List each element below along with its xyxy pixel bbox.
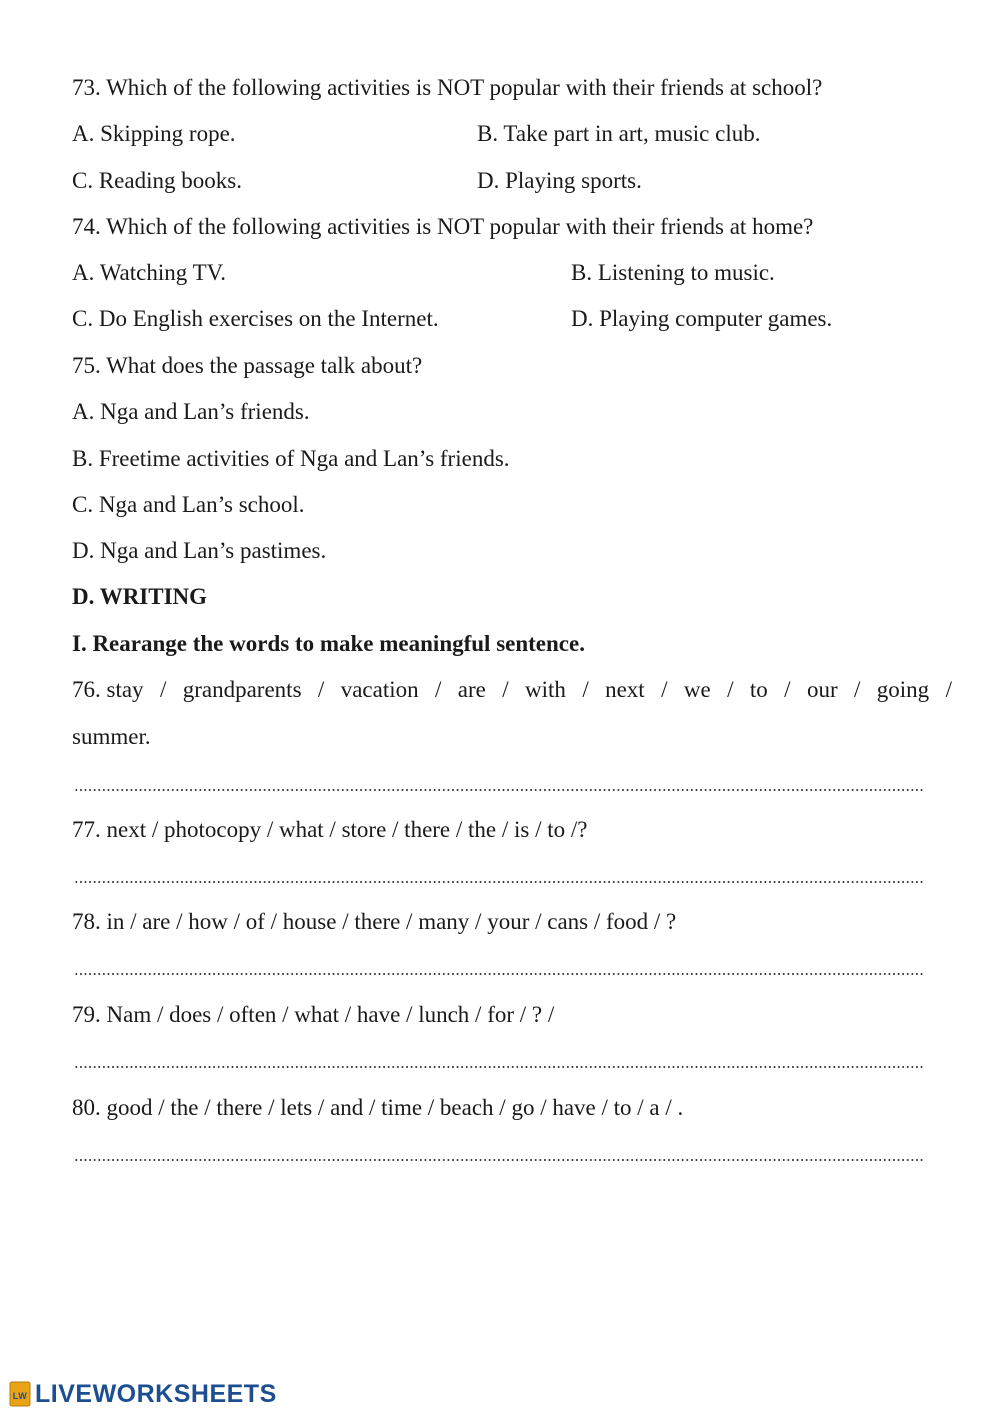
q76-token: /	[159, 677, 167, 702]
q76-prompt	[72, 676, 952, 704]
q76-token: /	[317, 677, 325, 702]
q76-token: /	[945, 677, 952, 702]
q78-answer-line[interactable]	[74, 972, 924, 976]
q75-question: 75. What does the passage talk about?	[72, 353, 423, 378]
q73-option-b: B. Take part in art, music club.	[477, 121, 761, 146]
q75-option-b: B. Freetime activities of Nga and Lan’s friends.	[72, 446, 510, 471]
q76-token: with	[525, 677, 566, 702]
logo-badge-icon	[8, 1381, 32, 1407]
logo-badge-text: LW	[12, 1391, 28, 1401]
q76-token: we	[683, 677, 711, 702]
q74-option-d: D. Playing computer games.	[571, 306, 833, 331]
instruction: I. Rearange the words to make meaningful sentence.	[72, 631, 585, 656]
q76-token: /	[435, 677, 442, 702]
q79-answer-line[interactable]	[74, 1065, 924, 1069]
q76-token: /	[661, 677, 668, 702]
q76-token: going	[876, 677, 930, 702]
section-heading: D. WRITING	[72, 584, 208, 609]
q76-token: /	[854, 677, 861, 702]
q74-question: 74. Which of the following activities is NOT popular with their friends at home?	[72, 214, 814, 239]
q74-option-c: C. Do English exercises on the Internet.	[72, 306, 439, 331]
q73-option-d: D. Playing sports.	[477, 168, 642, 193]
q76-token: /	[502, 677, 509, 702]
q76-token: our	[806, 677, 838, 702]
q75-option-c: C. Nga and Lan’s school.	[72, 492, 305, 517]
q80-prompt: 80. good / the / there / lets / and / time / beach / go / have / to / a / .	[72, 1095, 684, 1120]
logo-text: LIVEWORKSHEETS	[35, 1379, 277, 1408]
q75-option-d: D. Nga and Lan’s pastimes.	[72, 538, 327, 563]
q76-token: grandparents	[182, 677, 302, 702]
q76-token: vacation	[340, 677, 419, 702]
q76-answer-line[interactable]	[74, 788, 924, 792]
q73-option-a: A. Skipping rope.	[72, 121, 236, 146]
q77-answer-line[interactable]	[74, 880, 924, 884]
q76-token: to	[749, 677, 768, 702]
q75-option-a: A. Nga and Lan’s friends.	[72, 399, 310, 424]
q76-continuation: summer.	[72, 724, 151, 749]
q79-prompt: 79. Nam / does / often / what / have / lunch / for / ? /	[72, 1002, 555, 1027]
q76-token: next	[605, 677, 645, 702]
q80-answer-line[interactable]	[74, 1158, 924, 1162]
liveworksheets-logo[interactable]	[8, 1380, 277, 1408]
q76-token: /	[727, 677, 734, 702]
q73-question: 73. Which of the following activities is NOT popular with their friends at school?	[72, 75, 823, 100]
q77-prompt: 77. next / photocopy / what / store / there / the / is / to /?	[72, 817, 588, 842]
q76-token: 76. stay	[72, 677, 144, 702]
q76-token: /	[784, 677, 791, 702]
q76-token: /	[582, 677, 589, 702]
q74-option-b: B. Listening to music.	[571, 260, 775, 285]
q76-token: are	[457, 677, 486, 702]
q74-option-a: A. Watching TV.	[72, 260, 227, 285]
q78-prompt: 78. in / are / how / of / house / there / many / your / cans / food / ?	[72, 909, 677, 934]
q73-option-c: C. Reading books.	[72, 168, 242, 193]
